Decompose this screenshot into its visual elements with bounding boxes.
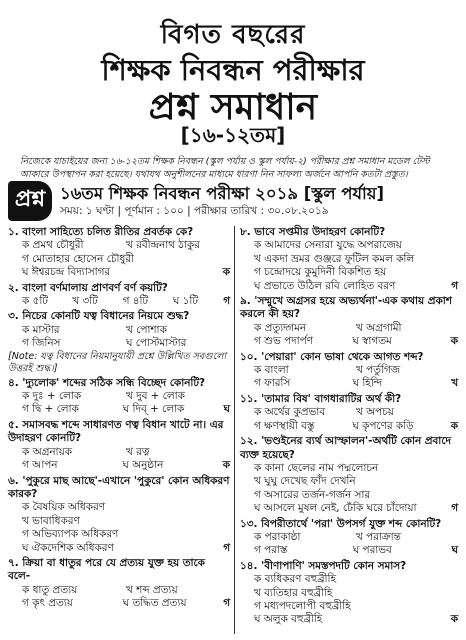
option-d: ঘ হিন্দি bbox=[352, 377, 383, 390]
option-b: খ দুব + লোক bbox=[126, 390, 185, 403]
question-text: ১৩. বিপরীতার্থে 'পরা' উপসর্গ যুক্ত শব্দ কোনটি? bbox=[240, 517, 442, 530]
option-c: গ জিনিস bbox=[22, 337, 61, 350]
exam-meta: সময়: ১ ঘণ্টা | পূর্ণমান : ১০০ | পরীক্ষার তারিখ : ৩০.০৮.২০১৯ bbox=[60, 205, 329, 217]
answer-badge: ঘ bbox=[451, 544, 459, 557]
question-badge: প্রশ্ন bbox=[8, 181, 52, 221]
question-8 bbox=[240, 226, 458, 293]
option-d: ঘ দিব্ + লোক bbox=[122, 403, 185, 416]
answer-badge: গ bbox=[451, 502, 458, 515]
question-text: ৪. 'দ্যুলোক' শব্দের সঠিক সন্ধি বিচ্ছেদ কোনটি? bbox=[8, 376, 206, 389]
option-d: ঘ অলুক বহুব্রীহি bbox=[254, 613, 323, 626]
left-column bbox=[8, 226, 230, 613]
option-b: খ পরাক্রান্ত bbox=[356, 530, 401, 543]
option-c: গ আপন bbox=[22, 459, 58, 472]
option-d: ঘ কৃপণের কড়ি bbox=[352, 419, 414, 432]
option-c: গ ফারসি bbox=[254, 377, 291, 390]
option-d: ঘ পোস্টমাস্টার bbox=[126, 337, 187, 350]
option-c: গ কৃৎ প্রত্যয় bbox=[22, 597, 73, 610]
header-line2: শিক্ষক নিবন্ধন পরীক্ষার bbox=[101, 53, 365, 87]
option-c: গ পরাস্ত bbox=[254, 544, 288, 557]
answer-badge: গ bbox=[223, 295, 230, 308]
exam-banner bbox=[8, 181, 458, 221]
option-b: খ পোশাক bbox=[126, 323, 167, 336]
option-c: গ অভিব্যাপক অধিকরণ bbox=[22, 528, 119, 541]
option-a: ক প্রত্যুদ্গমন bbox=[254, 321, 307, 334]
column-divider bbox=[234, 226, 235, 634]
option-c: গ অসারের তর্জন-গর্জন সার bbox=[254, 488, 371, 501]
question-10 bbox=[240, 351, 458, 391]
option-a: ক মাস্টার bbox=[22, 323, 60, 336]
header-line4: [১৬-১২তম] bbox=[180, 123, 286, 147]
question-text: ১১. 'তামার বিষ' বাগধারাটির অর্থ কী? bbox=[240, 392, 402, 405]
header-line1: বিগত বছরের bbox=[160, 20, 306, 50]
option-b: খ রত্ন bbox=[126, 445, 150, 458]
option-b: খ শব্দ প্রত্যয় bbox=[126, 583, 178, 596]
option-a: ক অগ্রনায়ক bbox=[22, 445, 72, 458]
option-b: খ পর্তুগিজ bbox=[356, 364, 401, 377]
note-text: [Note: যত্ব বিধানের নিয়মানুযায়ী প্রশ্নে উল্লিখিত সবগুলো উত্তরই শুদ্ধ।] bbox=[8, 350, 227, 374]
answer-badge: ক bbox=[450, 335, 458, 348]
question-text: ৫. সমাসবদ্ধ শব্দে সাধারণত ণত্ব বিধান খাটে না। এর উদাহরণ কোনটি? bbox=[8, 418, 224, 445]
question-text: ১০. 'পেয়ারা' কোন ভাষা থেকে আগত শব্দ? bbox=[240, 350, 424, 363]
question-text: ৯. 'সম্মুখে অগ্রসর হয়ে অভ্যর্থনা'-এক কথায় প্রকাশ করলে কী হয়? bbox=[240, 295, 452, 321]
answer-badge: ক bbox=[222, 266, 230, 279]
question-text: ২. বাংলা বর্ণমালায় প্রাণবর্ণ বর্ণ কয়টি? bbox=[8, 281, 168, 294]
question-2 bbox=[8, 282, 230, 309]
answer-badge: ক bbox=[222, 459, 230, 472]
option-c: গ ৪টি bbox=[122, 295, 149, 308]
question-text: ৭. ক্রিয়া বা ধাতুর পরে যে প্রত্যয় যুক্ত হয় তাকে বলে- bbox=[8, 556, 205, 583]
option-d: ঘ ঐকদেশিক অধিকরণ bbox=[22, 541, 114, 554]
answer-badge: গ bbox=[223, 541, 230, 554]
option-b: খ অগ্রগামী bbox=[356, 321, 402, 334]
question-text: ৩. নিচের কোনটি যত্ব বিধানের নিয়মে শুদ্ধ? bbox=[8, 310, 190, 323]
question-3 bbox=[8, 310, 230, 374]
exam-title: ১৬তম শিক্ষক নিবন্ধন পরীক্ষা ২০১৯ [স্কুল পর্যায়] bbox=[60, 184, 384, 203]
option-b: খ রবীন্দ্রনাথ ঠাকুর bbox=[126, 239, 200, 252]
option-b: খ ব্যতিহার বহুব্রীহি bbox=[254, 586, 333, 599]
right-column bbox=[240, 226, 458, 629]
option-d: ঘ স্বাগতম bbox=[352, 335, 392, 348]
option-a: ক ৫টি bbox=[22, 295, 48, 308]
question-14 bbox=[240, 560, 458, 627]
question-13 bbox=[240, 518, 458, 558]
question-1 bbox=[8, 226, 230, 280]
question-text: ১২. 'ভণ্ডইনের ব্যর্থ আস্ফালন'-অর্থটি কোন প্রবাদে ব্যক্ত হয়েছে? bbox=[240, 435, 451, 461]
question-5 bbox=[8, 419, 230, 473]
question-11 bbox=[240, 393, 458, 433]
question-6 bbox=[8, 475, 230, 555]
option-d: ঘ প্রভাতে উঠিল রবি লোহিত বরণ bbox=[254, 279, 396, 292]
answer-badge: খ bbox=[451, 377, 459, 390]
answer-badge: ঘ bbox=[223, 403, 231, 416]
question-text: ৮. ভাবে সপ্তমীর উদাহরণ কোনটি? bbox=[240, 226, 386, 238]
option-a: ক আমাদের সেনারা যুদ্ধে অপরাজেয় bbox=[254, 239, 402, 252]
option-c: গ মোতাহার হোসেন চৌধুরী bbox=[22, 252, 134, 265]
question-4 bbox=[8, 377, 230, 417]
option-a: ক কানা ছেলের নাম পদ্মলোচন bbox=[254, 461, 379, 474]
option-d: ঘ পরাভব bbox=[352, 544, 392, 557]
option-d: ঘ ১টি bbox=[172, 295, 198, 308]
option-d: ঘ তদ্ধিত প্রত্যয় bbox=[122, 597, 187, 610]
option-c: গ মধ্যপদলোপী বহুব্রীহি bbox=[254, 599, 351, 612]
option-c: গ দ্বি + লোক bbox=[22, 403, 79, 416]
option-a: ক বৈষয়িক অধিকরণ bbox=[22, 501, 106, 514]
question-text: ৬. 'পুকুরে মাছ আছে'-এখানে 'পুকুরে' কোন অধিকরণ কারক? bbox=[8, 474, 230, 500]
option-a: ক দুঃ + লোক bbox=[22, 390, 82, 403]
intro-text: নিজেকে যাচাইয়ের জন্য ১৬-১২তম শিক্ষক নিবন্ধন (স্কুল পর্যায় ও স্কুল পর্যায়-২) পরীক্ষার প্রশ্ন সমাধান মডেল টেস্ট আকারে উপস্থাপন করা হয়েছে। যথাযথ অনুশীলনের মাধ্যমে ধারণা নিন সাফল্য অর্জনে আপনি কতটা প্রস্তুত। bbox=[20, 156, 430, 180]
answer-badge: গ bbox=[451, 279, 458, 292]
option-c: গ ক্ষণস্থায়ী বস্তু bbox=[254, 419, 315, 432]
option-d: ঘ ঈশ্বরচন্দ্র বিদ্যাসাগর bbox=[22, 266, 111, 279]
option-a: ক পরাকাষ্ঠা bbox=[254, 530, 301, 543]
question-7 bbox=[8, 557, 230, 611]
option-c: গ চন্দ্রোদয়ে কুমুদিনী বিকশিত হয় bbox=[254, 266, 387, 279]
question-9 bbox=[240, 295, 458, 349]
answer-badge: গ bbox=[223, 597, 230, 610]
question-text: ১. বাংলা সাহিত্যে চলিত রীতির প্রবর্তক কে? bbox=[8, 226, 194, 238]
option-a: ক ব্যধিকরণ বহুব্রীহি bbox=[254, 573, 336, 586]
option-c: গ শুভ পদার্পণ bbox=[254, 335, 313, 348]
option-b: খ একদা ভ্রমর গুঞ্জরে ফুটিল কমল কলি bbox=[254, 252, 415, 265]
header-line3: প্রশ্ন সমাধান bbox=[148, 87, 318, 128]
option-d: ঘ অনুষ্ঠান bbox=[122, 459, 164, 472]
option-b: খ ঘুঘু দেখেছ ফাঁদ দেখনি bbox=[254, 475, 356, 488]
option-d: ঘ আসলে মুষল নেই, ঢেঁকি ঘরে চাঁদোয়া bbox=[254, 502, 417, 515]
answer-badge: ক bbox=[450, 613, 458, 626]
option-a: ক অর্থের কুপ্রভাব bbox=[254, 406, 326, 419]
option-b: খ অপচয় bbox=[356, 406, 394, 419]
option-b: খ ৩টি bbox=[72, 295, 98, 308]
question-text: ১৪. 'বীণাপাণি' সমস্তপদটি কোন সমাস? bbox=[240, 559, 407, 572]
option-b: খ ভাবাধিকরণ bbox=[22, 514, 80, 527]
answer-badge: ক bbox=[450, 419, 458, 432]
option-a: ক ধাতু প্রত্যয় bbox=[22, 583, 78, 596]
option-a: ক বাংলা bbox=[254, 364, 289, 377]
option-a: ক প্রমথ চৌধুরী bbox=[22, 239, 84, 252]
question-12 bbox=[240, 435, 458, 515]
